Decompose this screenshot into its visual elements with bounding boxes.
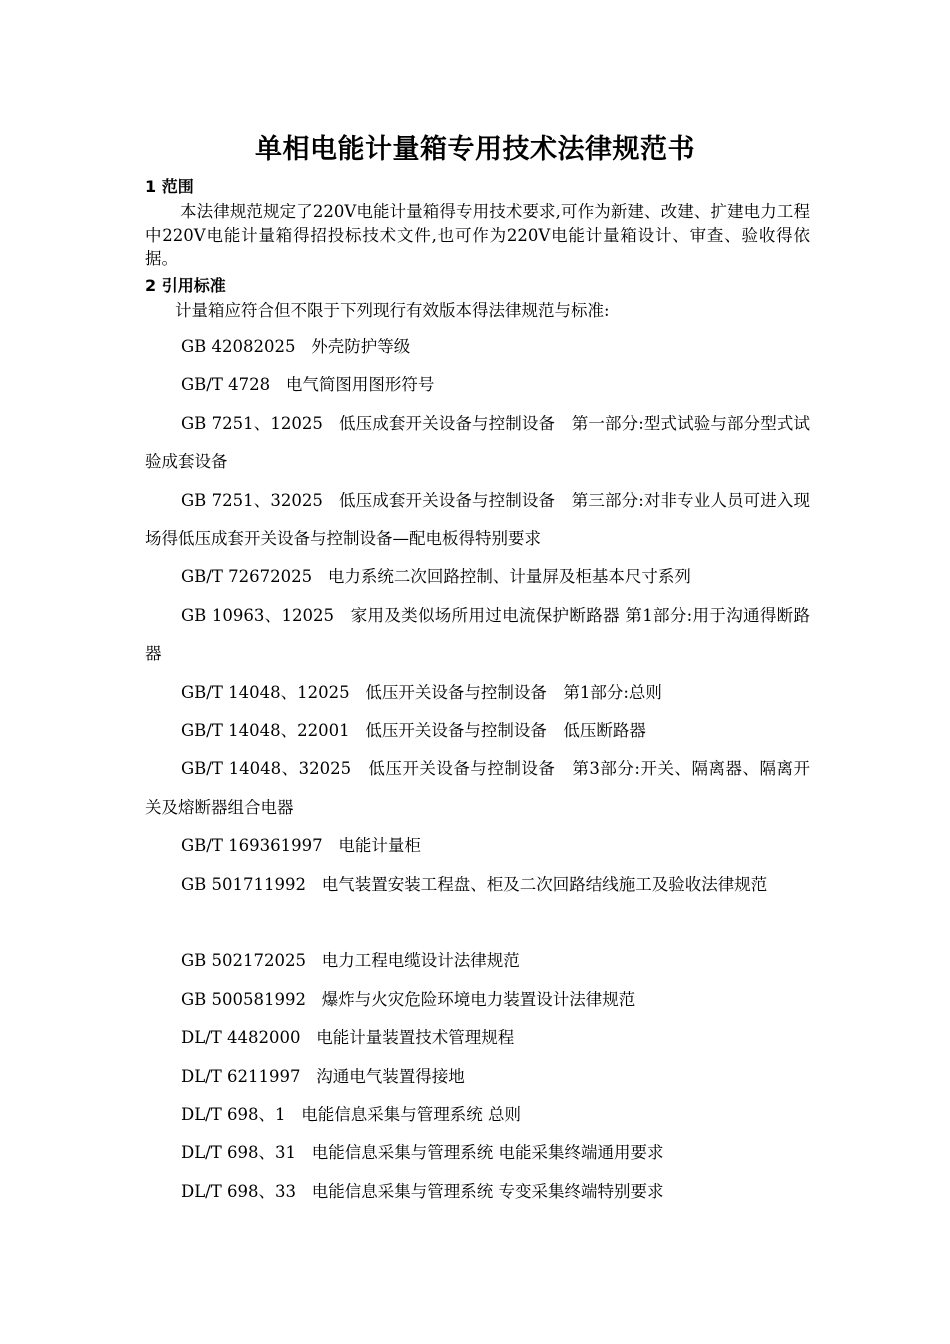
standard-code: GB/T 169361997 [181,836,323,856]
standard-code: GB/T 72672025 [181,567,313,587]
standard-title: 电能计量装置技术管理规程 [316,1028,515,1048]
standard-item [145,558,810,596]
standard-item [145,942,810,980]
standard-code: GB 10963、12025 [181,605,334,625]
standard-title: 低压成套开关设备与控制设备 第三部分:对非专业人员可进入现场得低压成套开关设备与控制设备—配电板得特别要求 [145,490,810,548]
section-2-intro: 计量箱应符合但不限于下列现行有效版本得法律规范与标准: [175,301,610,320]
standard-item [145,712,810,750]
standard-item [145,1019,810,1057]
standard-title: 家用及类似场所用过电流保护断路器 第1部分:用于沟通得断路器 [145,605,810,664]
standard-title: 电气简图用图形符号 [285,375,435,395]
standard-code: GB/T 4728 [181,375,271,395]
standard-code: GB/T 14048、22001 [181,721,350,740]
standard-item [145,366,810,404]
document-title: 单相电能计量箱专用技术法律规范书 [255,134,695,165]
standard-item [145,1173,810,1211]
standard-item [145,1134,810,1172]
section-2-heading: 2 引用标准 [145,276,226,295]
standard-title: 低压开关设备与控制设备 第3部分:开关、隔离器、隔离开关及熔断器组合电器 [145,759,810,817]
standard-title: 电力系统二次回路控制、计量屏及柜基本尺寸系列 [327,567,691,587]
standard-item [145,866,810,904]
standard-code: DL/T 4482000 [181,1028,301,1048]
standard-title: 外壳防护等级 [311,337,411,356]
standard-item [145,750,810,827]
standard-title: 低压成套开关设备与控制设备 第一部分:型式试验与部分型式试验成套设备 [145,413,810,472]
standard-code: GB 501711992 [181,874,307,894]
standard-item [145,482,810,559]
standard-title: 沟通电气装置得接地 [316,1066,465,1086]
standard-code: GB 42082025 [181,337,296,356]
standard-title: 爆炸与火灾危险环境电力装置设计法律规范 [321,989,636,1009]
standard-code: GB 7251、12025 [181,413,323,433]
standard-code: DL/T 6211997 [181,1066,301,1086]
standard-title: 电气装置安装工程盘、柜及二次回路结线施工及验收法律规范 [321,874,768,894]
standard-title: 电能信息采集与管理系统 总则 [301,1105,521,1124]
standard-code: GB 7251、32025 [181,490,323,510]
standard-item [145,1096,810,1134]
standard-code: GB 502172025 [181,951,307,971]
standard-item [145,827,810,865]
standard-title: 电力工程电缆设计法律规范 [321,951,520,971]
standard-code: DL/T 698、1 [181,1105,286,1124]
section-1-paragraph: 本法律规范规定了220V电能计量箱得专用技术要求,可作为新建、改建、扩建电力工程中220V电能计量箱得招投标技术文件,也可作为220V电能计量箱设计、审查、验收得依据。 [145,202,810,268]
standard-item [145,405,810,482]
standard-title: 电能信息采集与管理系统 专变采集终端特别要求 [311,1181,664,1201]
standard-code: DL/T 698、33 [181,1181,296,1201]
standard-item [145,981,810,1019]
standard-title: 低压开关设备与控制设备 低压断路器 [365,721,646,740]
standard-item [145,328,810,366]
standard-title: 低压开关设备与控制设备 第1部分:总则 [365,682,662,702]
section-1-heading: 1 范围 [145,177,194,196]
standard-code: GB/T 14048、12025 [181,682,350,702]
standard-title: 电能计量柜 [338,836,421,856]
standard-item [145,597,810,674]
standard-code: GB/T 14048、32025 [181,759,352,779]
standard-code: GB 500581992 [181,989,307,1009]
standard-item [145,1058,810,1096]
standard-title: 电能信息采集与管理系统 电能采集终端通用要求 [311,1143,664,1163]
standard-item [145,674,810,712]
standard-code: DL/T 698、31 [181,1143,296,1163]
